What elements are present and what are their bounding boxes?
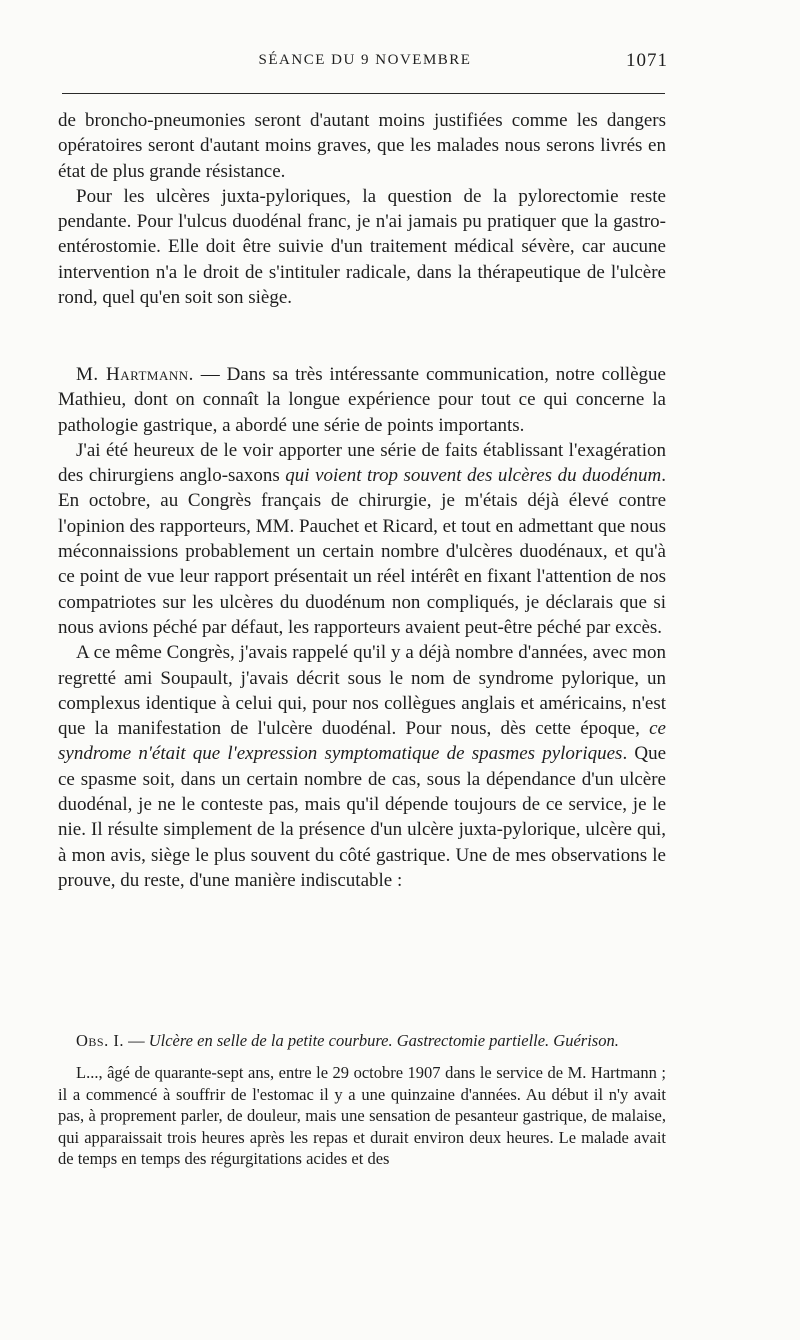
paragraph — [58, 438, 666, 640]
observation-title: Ulcère en selle de la petite courbure. Gastrectomie partielle. Guérison. — [148, 1031, 619, 1050]
observation-heading — [58, 1030, 666, 1051]
text-run: . En octobre, au Congrès français de chirurgie, je m'étais déjà élevé contre l'opinion des rapporteurs, MM. Pauchet et Ricard, et tout en admettant que nous méconnaissions probablement un certain nombre d'ulcères duodénaux, et qu'à ce point de vue leur rapport présentait un réel intérêt en fixant l'attention de nos compatriotes sur les ulcères du duodénum non compliqués, je déclarais que si nous avions péché par défaut, les rapporteurs avaient peut-être péché par excès. — [58, 465, 667, 638]
text-block-hartmann — [58, 362, 666, 893]
text-block-mathieu-end — [58, 108, 666, 310]
text-run: — Dans sa très intéressante communication, notre collègue Mathieu, dont on connaît la longue expérience pour tout ce qui concerne la pathologie gastrique, a abordé une série de points importants. — [58, 364, 666, 436]
observation-body: L..., âgé de quarante-sept ans, entre le 29 octobre 1907 dans le service de M. Hartmann ; il a commencé à souffrir de l'estomac il y a une quinzaine d'années. Au début il n'y avait pas, à proprement parler, de douleur, mais une sensation de pesanteur gastrique, de malaise, qui apparaissait trois heures après les repas et durait environ deux heures. Le malade avait de temps en temps des régurgitations acides et des — [58, 1063, 666, 1169]
italic-run: ce syndrome n'était que l'expression symptomatique de spasmes pyloriques — [58, 718, 666, 765]
page-number: 1071 — [626, 50, 668, 71]
observation-block — [58, 1030, 666, 1169]
paragraph: Pour les ulcères juxta-pyloriques, la question de la pylorectomie reste pendante. Pour l'ulcus duodénal franc, je n'ai jamais pu pratiquer que la gastro-entérostomie. Elle doit être suivie d'un traitement médical sévère, car aucune intervention n'a le droit de s'intituler radicale, dans la thérapeutique de l'ulcère rond, quel qu'en soit son siège. — [58, 185, 666, 309]
paragraph: de broncho-pneumonies seront d'autant moins justifiées comme les dangers opératoires seront d'autant moins graves, que les malades nous serons livrés en état de plus grande résistance. — [58, 110, 666, 182]
text-run: A ce même Congrès, j'avais rappelé qu'il y a déjà nombre d'années, avec mon regretté ami Soupault, j'avais décrit sous le nom de syndrome pylorique, un complexus identique à celui qui, pour nos collègues anglais et américains, n'est que la manifestation de l'ulcère duodénal. Pour nous, dès cette époque, — [58, 642, 666, 740]
text-run: J'ai été heureux de le voir apporter une série de faits établissant l'exagération des chirurgiens anglo-saxons — [58, 439, 666, 487]
running-head — [62, 50, 668, 80]
paragraph — [58, 362, 666, 438]
observation-label: Obs. I. — [76, 1031, 124, 1050]
speaker-name: M. Hartmann. — [76, 364, 194, 385]
text-run: — — [123, 1031, 149, 1050]
header-rule — [62, 93, 665, 94]
italic-run: qui voient trop souvent des ulcères du duodénum — [285, 465, 662, 487]
paragraph — [58, 640, 666, 893]
text-run: . Que ce spasme soit, dans un certain nombre de cas, sous la dépendance d'un ulcère duodénal, je ne le conteste pas, mais qu'il dépende toujours de ce service, je le nie. Il résulte simplement de la présence d'un ulcère juxta-pylorique, ulcère qui, à mon avis, siège le plus souvent du côté gastrique. Une de mes observations le prouve, du reste, d'une manière indiscutable : — [58, 743, 666, 891]
running-title: SÉANCE DU 9 NOVEMBRE — [258, 52, 472, 68]
